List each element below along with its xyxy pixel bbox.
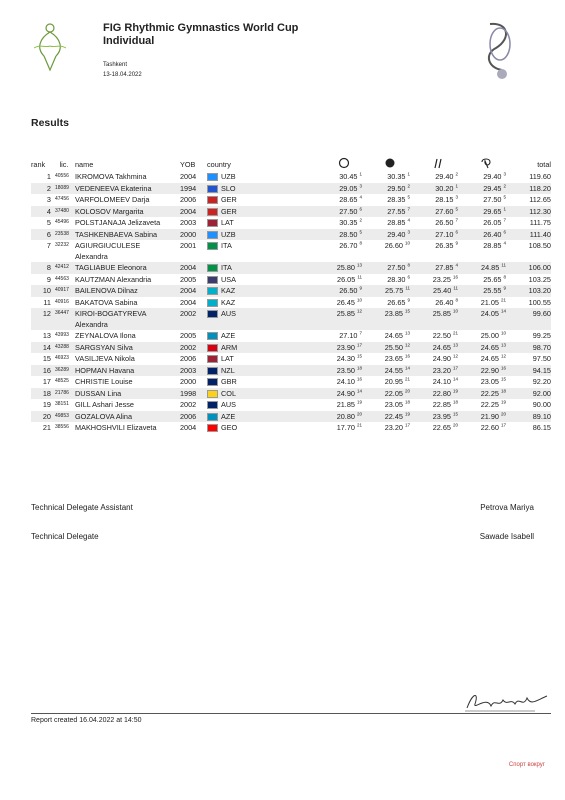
score-cell: 23.95 $^{15}$ — [414, 411, 462, 423]
table-row — [31, 399, 551, 411]
score-cell: 26.05 $^{11}$ — [337, 274, 362, 284]
name-cell: KAUTZMAN Alexandria — [75, 274, 152, 284]
score-cell: 29.45 $^2$ — [462, 183, 510, 195]
yob-cell: 2003 — [180, 218, 197, 227]
name-cell: SARGSYAN Silva — [75, 342, 180, 354]
table-header — [31, 157, 551, 171]
score-cell: 23.05 $^{15}$ — [480, 376, 506, 386]
score-cell: 21.85 $^{19}$ — [336, 399, 362, 409]
table-row — [31, 183, 551, 195]
score-cell: 27.10 $^6$ — [414, 229, 462, 241]
flag-icon — [207, 231, 218, 239]
rank-cell: 9 — [46, 274, 51, 284]
yob-cell: 2005 — [180, 274, 197, 284]
rank-cell: 20 — [31, 411, 53, 423]
total-cell: 90.00 — [532, 400, 551, 409]
total-cell: 100.55 — [528, 297, 551, 307]
score-cell: 22.65 $^{20}$ — [432, 422, 458, 432]
yob-cell: 2006 — [180, 195, 197, 204]
name-cell: HOPMAN Havana — [75, 365, 180, 377]
table-row — [31, 388, 551, 400]
rank-cell: 5 — [46, 218, 51, 227]
score-cell: 24.65 $^{13}$ — [462, 342, 510, 354]
yob-cell: 2004 — [180, 297, 197, 307]
score-cell: 25.75 $^{11}$ — [366, 285, 414, 297]
official-role-2: Technical Delegate — [31, 532, 99, 541]
score-cell: 26.40 $^6$ — [462, 229, 510, 241]
table-row — [31, 240, 551, 262]
col-rank: rank — [31, 159, 46, 169]
flag-icon — [207, 185, 218, 193]
yob-cell: 2006 — [180, 411, 207, 423]
score-cell: 30.35 $^1$ — [387, 171, 410, 181]
score-cell: 29.65 $^1$ — [462, 206, 510, 218]
total-cell: 119.60 — [529, 172, 551, 181]
flag-icon — [207, 378, 218, 386]
score-cell: 27.10 $^7$ — [339, 330, 362, 340]
lic-cell: 40916 — [55, 298, 69, 305]
name-cell: IKROMOVA Takhmina — [75, 172, 147, 181]
score-cell: 20.95 $^{21}$ — [384, 376, 410, 386]
name-cell: VARFOLOMEEV Darja — [75, 195, 150, 204]
rank-cell: 2 — [31, 183, 53, 195]
score-cell: 22.85 $^{18}$ — [432, 399, 458, 409]
country-cell: AUS — [207, 308, 321, 330]
score-cell: 29.05 $^3$ — [321, 183, 366, 195]
total-cell: 111.40 — [510, 229, 551, 241]
name-cell: VEDENEEVA Ekaterina — [75, 183, 180, 195]
score-cell: 28.30 $^6$ — [387, 274, 410, 284]
clubs-icon — [414, 157, 462, 171]
score-cell: 25.85 $^{10}$ — [414, 308, 462, 330]
ball-icon — [366, 157, 414, 171]
table-row — [31, 217, 551, 229]
col-country: country — [207, 159, 231, 169]
document-title — [103, 22, 298, 48]
rank-cell: 19 — [42, 400, 51, 409]
score-cell: 24.90 $^{14}$ — [321, 388, 366, 400]
flag-icon — [207, 276, 218, 284]
score-cell: 21.05 $^{21}$ — [480, 297, 506, 307]
ribbon-icon — [462, 157, 510, 171]
score-cell: 30.45 $^1$ — [339, 171, 362, 181]
table-row — [31, 330, 551, 342]
score-cell: 29.40 $^3$ — [483, 171, 506, 181]
country-cell: ITA — [207, 262, 321, 274]
yob-cell: 2002 — [180, 400, 197, 409]
score-cell: 26.05 $^7$ — [483, 217, 506, 227]
lic-cell: 23538 — [53, 229, 75, 241]
score-cell: 22.80 $^{19}$ — [414, 388, 462, 400]
score-cell: 25.50 $^{12}$ — [366, 342, 414, 354]
score-cell: 23.50 $^{18}$ — [321, 365, 366, 377]
rank-cell: 14 — [31, 342, 53, 354]
country-cell: COL — [207, 388, 321, 400]
rank-cell: 1 — [46, 172, 51, 181]
title-line-2: Individual — [103, 35, 155, 47]
yob-cell: 2005 — [180, 331, 197, 340]
score-cell: 28.65 $^4$ — [339, 194, 362, 204]
yob-cell: 2000 — [180, 229, 207, 241]
lic-cell: 46923 — [55, 355, 69, 361]
table-row — [31, 365, 551, 377]
flag-icon — [207, 287, 218, 295]
score-cell: 24.65 $^{13}$ — [414, 342, 462, 354]
country-cell: LAT — [207, 353, 321, 365]
country-cell: AZE — [207, 330, 321, 342]
total-cell: 118.20 — [510, 183, 551, 195]
name-cell: ZEYNALOVA Ilona — [75, 331, 136, 340]
score-cell: 26.45 $^{10}$ — [336, 297, 362, 307]
score-cell: 25.00 $^{10}$ — [480, 330, 506, 340]
rank-cell: 8 — [31, 262, 53, 274]
score-cell: 22.90 $^{16}$ — [462, 365, 510, 377]
country-cell: UZB — [207, 229, 321, 241]
score-cell: 23.90 $^{17}$ — [321, 342, 366, 354]
rank-cell: 10 — [31, 285, 53, 297]
name-cell: TAGLIABUE Eleonora — [75, 262, 180, 274]
section-title: Results — [31, 117, 69, 129]
score-cell: 24.55 $^{14}$ — [366, 365, 414, 377]
score-cell: 26.65 $^9$ — [387, 297, 410, 307]
score-cell: 22.25 $^{19}$ — [480, 399, 506, 409]
country-cell: GER — [207, 194, 321, 206]
score-cell: 23.25 $^{16}$ — [432, 274, 458, 284]
rank-cell: 15 — [42, 354, 51, 363]
country-cell: ARM — [207, 342, 321, 354]
score-cell: 24.65 $^{13}$ — [384, 330, 410, 340]
country-cell: NZL — [207, 365, 321, 377]
score-cell: 22.50 $^{21}$ — [432, 330, 458, 340]
rank-cell: 18 — [31, 388, 53, 400]
lic-cell: 36289 — [53, 365, 75, 377]
total-cell: 92.00 — [510, 388, 551, 400]
score-cell: 25.40 $^{11}$ — [414, 285, 462, 297]
yob-cell: 2001 — [180, 241, 197, 250]
official-name-1: Petrova Mariya — [480, 503, 534, 512]
table-row — [31, 422, 551, 434]
table-row — [31, 262, 551, 274]
score-cell: 24.85 $^{11}$ — [462, 262, 510, 274]
col-name: name — [75, 159, 94, 169]
flag-icon — [207, 208, 218, 216]
event-dates: 13-18.04.2022 — [103, 72, 142, 78]
score-cell: 30.35 $^2$ — [339, 217, 362, 227]
yob-cell: 2002 — [180, 342, 207, 354]
country-cell: GER — [207, 206, 321, 218]
total-cell: 99.60 — [510, 308, 551, 330]
rank-cell: 4 — [31, 206, 53, 218]
score-cell: 24.05 $^{14}$ — [462, 308, 510, 330]
name-cell: GILL Ashari Jesse — [75, 400, 134, 409]
score-cell: 26.70 $^8$ — [339, 240, 362, 250]
score-cell: 24.10 $^{16}$ — [336, 376, 362, 386]
total-cell: 108.50 — [528, 241, 551, 250]
table-row — [31, 171, 551, 183]
lic-cell: 49853 — [53, 411, 75, 423]
col-lic: lic. — [59, 159, 69, 169]
score-cell: 28.85 $^4$ — [387, 217, 410, 227]
rank-cell: 17 — [42, 377, 51, 386]
score-cell: 26.35 $^9$ — [435, 240, 458, 250]
total-cell: 92.20 — [532, 377, 551, 386]
score-cell: 23.20 $^{17}$ — [414, 365, 462, 377]
score-cell: 29.40 $^3$ — [366, 229, 414, 241]
yob-cell: 2004 — [180, 206, 207, 218]
lic-cell: 43288 — [53, 342, 75, 354]
official-name-2: Sawade Isabell — [479, 532, 534, 541]
yob-cell: 2006 — [180, 354, 197, 363]
score-cell: 21.90 $^{20}$ — [462, 411, 510, 423]
name-cell: AGIURGIUCULESE Alexandra — [75, 241, 141, 261]
results-table — [31, 157, 551, 434]
score-cell: 30.20 $^1$ — [414, 183, 462, 195]
lic-cell: 43993 — [55, 332, 69, 338]
fig-logo — [478, 18, 518, 82]
name-cell: MAKHOSHVILI Elizaveta — [75, 423, 157, 432]
score-cell: 27.85 $^4$ — [414, 262, 462, 274]
name-cell: KOLOSOV Margarita — [75, 206, 180, 218]
lic-cell: 48525 — [55, 378, 69, 384]
score-cell: 24.65 $^{12}$ — [480, 353, 506, 363]
lic-cell: 40556 — [55, 173, 69, 179]
rank-cell: 13 — [42, 331, 51, 340]
total-cell: 89.10 — [510, 411, 551, 423]
score-cell: 22.60 $^{17}$ — [480, 422, 506, 432]
name-cell: DUSSAN Lina — [75, 388, 180, 400]
lic-cell: 38556 — [55, 424, 69, 430]
rank-cell: 12 — [31, 308, 53, 330]
watermark-brand: Спорт вокруг — [508, 762, 545, 768]
flag-icon — [207, 242, 218, 250]
name-cell: GOZALOVA Alina — [75, 411, 180, 423]
rank-cell: 7 — [46, 241, 51, 250]
country-cell: USA — [207, 274, 321, 286]
flag-icon — [207, 299, 218, 307]
yob-cell: 2003 — [180, 365, 207, 377]
country-cell: GBR — [207, 376, 321, 388]
col-yob: YOB — [180, 159, 196, 169]
score-cell: 26.60 $^{10}$ — [384, 240, 410, 250]
lic-cell: 44563 — [55, 275, 69, 282]
name-cell: TASHKENBAEVA Sabina — [75, 229, 180, 241]
rank-cell: 3 — [46, 195, 51, 204]
score-cell: 25.85 $^{12}$ — [321, 308, 366, 330]
table-row — [31, 411, 551, 423]
score-cell: 25.55 $^9$ — [462, 285, 510, 297]
rank-cell: 6 — [31, 229, 53, 241]
yob-cell: 1994 — [180, 183, 207, 195]
flag-icon — [207, 196, 218, 204]
flag-icon — [207, 310, 218, 318]
hoop-icon — [321, 157, 366, 171]
table-row — [31, 229, 551, 241]
lic-cell: 37480 — [53, 206, 75, 218]
score-cell: 27.50 $^6$ — [321, 206, 366, 218]
score-cell: 22.25 $^{18}$ — [462, 388, 510, 400]
flag-icon — [207, 367, 218, 375]
yob-cell: 2004 — [180, 423, 197, 432]
table-row — [31, 342, 551, 354]
total-cell: 103.25 — [528, 274, 551, 284]
table-row — [31, 376, 551, 388]
total-cell: 98.70 — [510, 342, 551, 354]
score-cell: 22.05 $^{20}$ — [366, 388, 414, 400]
name-cell: BAKATOVA Sabina — [75, 297, 138, 307]
lic-cell: 32232 — [55, 242, 69, 248]
lic-cell: 36447 — [53, 308, 75, 330]
score-cell: 28.15 $^3$ — [435, 194, 458, 204]
score-cell: 22.45 $^{19}$ — [366, 411, 414, 423]
score-cell: 26.50 $^7$ — [435, 217, 458, 227]
name-cell: BAILENOVA Dilnaz — [75, 285, 180, 297]
lic-cell: 18089 — [53, 183, 75, 195]
yob-cell: 2004 — [180, 262, 207, 274]
yob-cell: 2004 — [180, 172, 197, 181]
col-total: total — [537, 159, 551, 169]
country-cell: KAZ — [207, 297, 321, 309]
event-logo — [30, 18, 70, 74]
score-cell: 24.90 $^{12}$ — [432, 353, 458, 363]
table-row — [31, 206, 551, 218]
flag-icon — [207, 173, 218, 181]
flag-icon — [207, 219, 218, 227]
total-cell: 94.15 — [510, 365, 551, 377]
score-cell: 26.50 $^9$ — [321, 285, 366, 297]
lic-cell: 47456 — [55, 196, 69, 202]
title-line-1: FIG Rhythmic Gymnastics World Cup — [103, 22, 299, 34]
rank-cell: 16 — [31, 365, 53, 377]
score-cell: 26.40 $^8$ — [435, 297, 458, 307]
table-row — [31, 297, 551, 309]
score-cell: 25.80 $^{13}$ — [321, 262, 366, 274]
flag-icon — [207, 401, 218, 409]
country-cell: SLO — [207, 183, 321, 195]
country-cell: AZE — [207, 411, 321, 423]
rank-cell: 11 — [43, 297, 51, 307]
country-cell: ITA — [207, 240, 321, 262]
flag-icon — [207, 344, 218, 352]
name-cell: VASILJEVA Nikola — [75, 354, 135, 363]
score-cell: 23.20 $^{17}$ — [384, 422, 410, 432]
country-cell: AUS — [207, 399, 321, 411]
score-cell: 27.50 $^8$ — [366, 262, 414, 274]
yob-cell: 2000 — [180, 377, 197, 386]
event-place — [103, 60, 142, 80]
score-cell: 20.80 $^{20}$ — [321, 411, 366, 423]
table-row — [31, 194, 551, 206]
table-row — [31, 353, 551, 365]
lic-cell: 45496 — [55, 219, 69, 225]
table-row — [31, 285, 551, 297]
score-cell: 17.70 $^{21}$ — [336, 422, 362, 432]
country-cell: LAT — [207, 217, 321, 229]
report-footer: Report created 16.04.2022 at 14:50 — [31, 717, 142, 724]
name-cell: KIROI-BOGATYREVA Alexandra — [75, 308, 180, 330]
score-cell: 28.50 $^5$ — [321, 229, 366, 241]
lic-cell: 21786 — [53, 388, 75, 400]
flag-icon — [207, 424, 218, 432]
score-cell: 28.85 $^4$ — [483, 240, 506, 250]
score-cell: 25.65 $^8$ — [483, 274, 506, 284]
event-city: Tashkent — [103, 62, 128, 68]
signature — [465, 686, 550, 714]
score-cell: 29.40 $^2$ — [435, 171, 458, 181]
country-cell: GEO — [207, 422, 321, 434]
flag-icon — [207, 413, 218, 421]
name-cell: POLSTJANAJA Jelizaveta — [75, 218, 161, 227]
flag-icon — [207, 332, 218, 340]
official-role-1: Technical Delegate Assistant — [31, 503, 133, 512]
total-cell: 86.15 — [532, 423, 551, 432]
score-cell: 27.55 $^7$ — [366, 206, 414, 218]
lic-cell: 42412 — [53, 262, 75, 274]
table-row — [31, 274, 551, 286]
score-cell: 24.10 $^{14}$ — [432, 376, 458, 386]
flag-icon — [207, 355, 218, 363]
name-cell: CHRISTIE Louise — [75, 377, 133, 386]
score-cell: 27.50 $^5$ — [483, 194, 506, 204]
total-cell: 112.65 — [529, 195, 551, 204]
total-cell: 111.75 — [529, 218, 551, 227]
score-cell: 23.05 $^{18}$ — [384, 399, 410, 409]
score-cell: 23.85 $^{15}$ — [366, 308, 414, 330]
yob-cell: 2004 — [180, 285, 207, 297]
total-cell: 97.50 — [532, 354, 551, 363]
table-row — [31, 308, 551, 330]
flag-icon — [207, 264, 218, 272]
score-cell: 29.50 $^2$ — [366, 183, 414, 195]
flag-icon — [207, 390, 218, 398]
yob-cell: 1998 — [180, 388, 207, 400]
total-cell: 99.25 — [532, 331, 551, 340]
total-cell: 112.30 — [510, 206, 551, 218]
lic-cell: 38151 — [55, 401, 69, 407]
score-cell: 27.60 $^5$ — [414, 206, 462, 218]
signature-line — [31, 713, 551, 714]
score-cell: 23.65 $^{16}$ — [384, 353, 410, 363]
score-cell: 24.30 $^{15}$ — [336, 353, 362, 363]
country-cell: UZB — [207, 171, 321, 183]
total-cell: 103.20 — [510, 285, 551, 297]
rank-cell: 21 — [42, 423, 51, 432]
yob-cell: 2002 — [180, 308, 207, 330]
country-cell: KAZ — [207, 285, 321, 297]
total-cell: 106.00 — [510, 262, 551, 274]
lic-cell: 40917 — [53, 285, 75, 297]
score-cell: 28.35 $^5$ — [387, 194, 410, 204]
